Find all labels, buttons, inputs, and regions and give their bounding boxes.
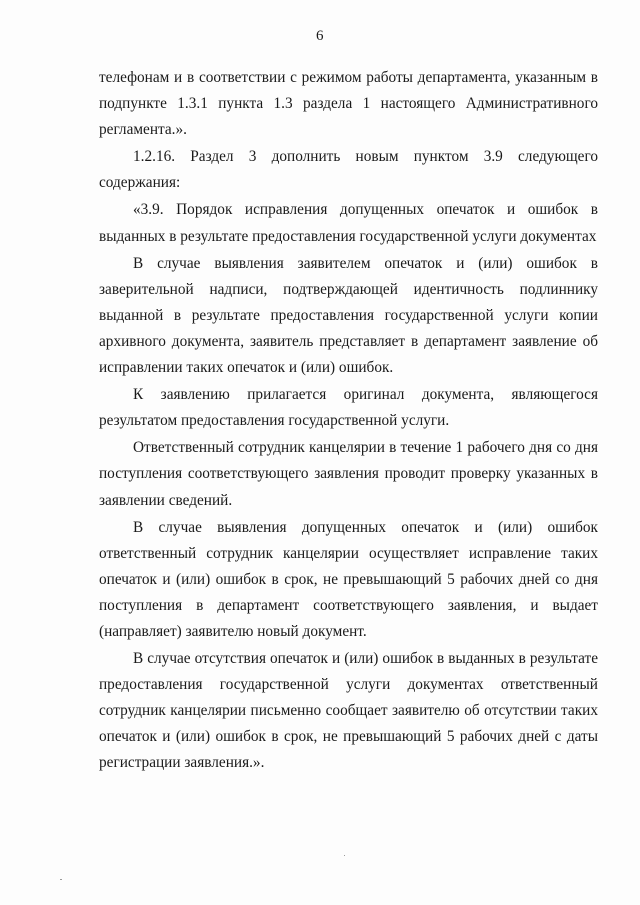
paragraph-attachment: К заявлению прилагается оригинал документа, являющегося результатом предоставления государственной услуги. [99,386,598,430]
paragraph-verification: Ответственный сотрудник канцелярии в течение 1 рабочего дня со дня поступления соответствующего заявления проводит проверку указанных в заявлении сведений. [99,439,598,509]
scan-speck [60,879,62,880]
scan-speck [344,855,345,856]
document-body [99,65,598,777]
paragraph-correction: В случае выявления допущенных опечаток и (или) ошибок ответственный сотрудник канцелярии осуществляет исправление таких опечаток и (или) ошибок в срок, не превышающий 5 рабочих дней со дня поступления в департамент соответствующего заявления, и выдает (направляет) заявителю новый документ. [99,518,598,640]
paragraph-section-3-9-heading: «3.9. Порядок исправления допущенных опечаток и ошибок в выданных в результате предоставления государственной услуги документах [99,201,598,245]
paragraph-error-detection: В случае выявления заявителем опечаток и (или) ошибок в заверительной надписи, подтверждающей идентичность подлиннику выданной в результате предоставления государственной услуги копии архивного документа, заявитель представляет в департамент заявление об исправлении таких опечаток и (или) ошибок. [99,254,598,377]
page-number: 6 [316,28,324,44]
paragraph-no-errors: В случае отсутствия опечаток и (или) ошибок в выданных в результате предоставления государственной услуги документах ответственный сотрудник канцелярии письменно сообщает заявителю об отсутствии таких опечаток и (или) ошибок в срок, не превышающий 5 рабочих дней с даты регистрации заявления.». [99,650,598,772]
paragraph-amendment-1-2-16: 1.2.16. Раздел 3 дополнить новым пунктом 3.9 следующего содержания: [99,148,598,192]
paragraph-continuation: телефонам и в соответствии с режимом работы департамента, указанным в подпункте 1.3.1 пункта 1.3 раздела 1 настоящего Административного регламента.». [99,69,598,139]
